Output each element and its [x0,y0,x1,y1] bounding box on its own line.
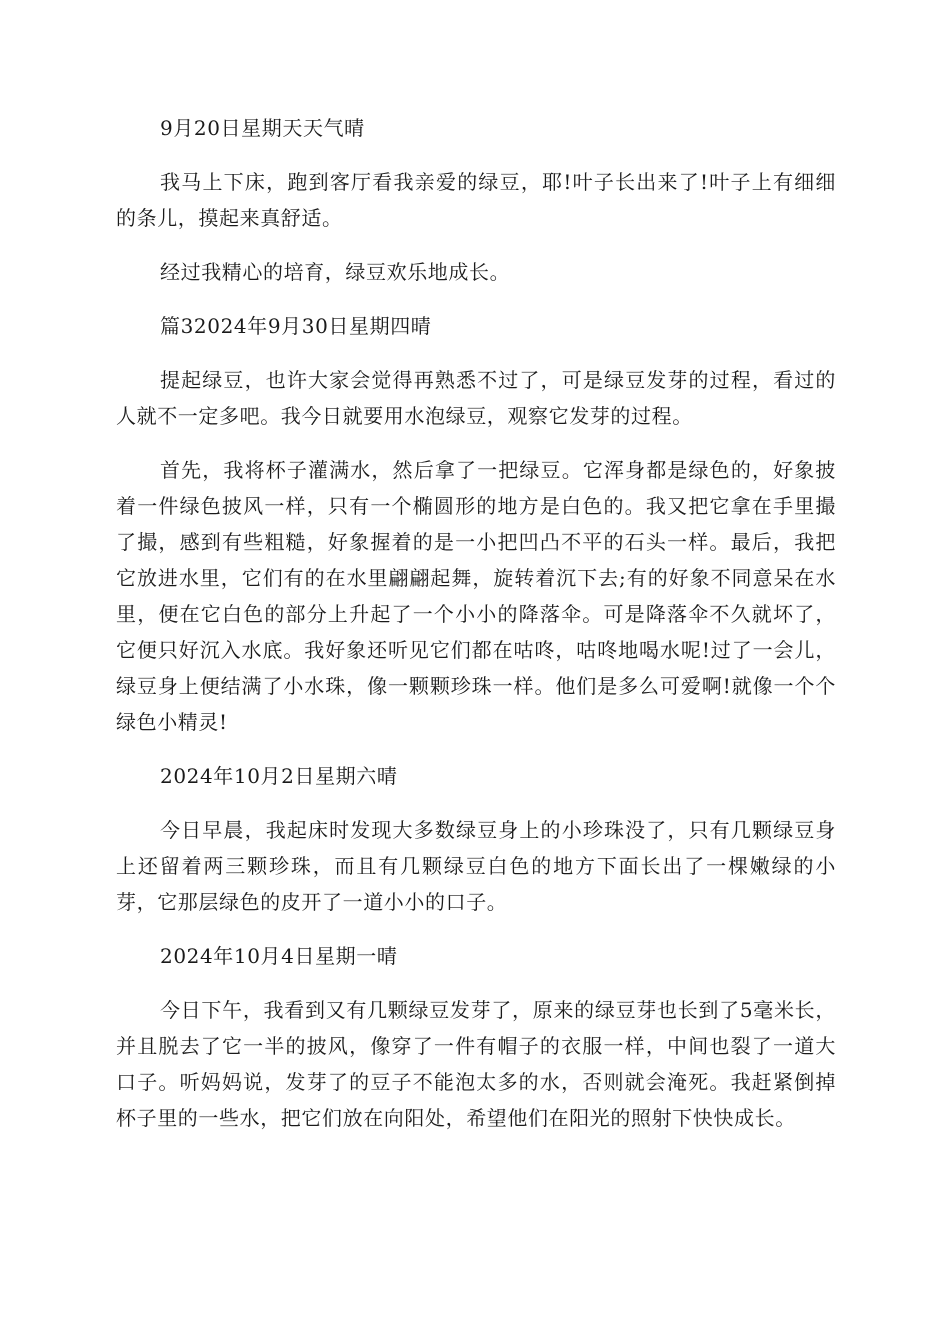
diary-date-heading: 2024年10月4日星期一晴 [160,944,398,968]
body-paragraph: 提起绿豆，也许大家会觉得再熟悉不过了，可是绿豆发芽的过程，看过的人就不一定多吧。我今日就要用水泡绿豆，观察它发芽的过程。 [116,368,836,428]
section-heading: 篇32024年9月30日星期四晴 [160,314,432,338]
diary-date-heading: 2024年10月2日星期六晴 [160,764,398,788]
document-body [116,110,836,1154]
body-paragraph: 首先，我将杯子灌满水，然后拿了一把绿豆。它浑身都是绿色的，好象披着一件绿色披风一样，只有一个椭圆形的地方是白色的。我又把它拿在手里撮了撮，感到有些粗糙，好象握着的是一小把凹凸不平的石头一样。最后，我把它放进水里，它们有的在水里翩翩起舞，旋转着沉下去;有的好象不同意呆在水里，便在它白色的部分上升起了一个小小的降落伞。可是降落伞不久就坏了，它便只好沉入水底。我好象还听见它们都在咕咚，咕咚地喝水呢!过了一会儿，绿豆身上便结满了小水珠，像一颗颗珍珠一样。他们是多么可爱啊!就像一个个绿色小精灵! [116,458,836,734]
body-paragraph: 经过我精心的培育，绿豆欢乐地成长。 [160,260,511,284]
diary-date-heading: 9月20日星期天天气晴 [160,116,365,140]
body-paragraph: 今日下午，我看到又有几颗绿豆发芽了，原来的绿豆芽也长到了5毫米长，并且脱去了它一半的披风，像穿了一件有帽子的衣服一样，中间也裂了一道大口子。听妈妈说，发芽了的豆子不能泡太多的水，否则就会淹死。我赶紧倒掉杯子里的一些水，把它们放在向阳处，希望他们在阳光的照射下快快成长。 [116,998,836,1130]
body-paragraph: 今日早晨，我起床时发现大多数绿豆身上的小珍珠没了，只有几颗绿豆身上还留着两三颗珍珠，而且有几颗绿豆白色的地方下面长出了一棵嫩绿的小芽，它那层绿色的皮开了一道小小的口子。 [116,818,836,914]
body-paragraph: 我马上下床，跑到客厅看我亲爱的绿豆，耶!叶子长出来了!叶子上有细细的条儿，摸起来真舒适。 [116,170,836,230]
